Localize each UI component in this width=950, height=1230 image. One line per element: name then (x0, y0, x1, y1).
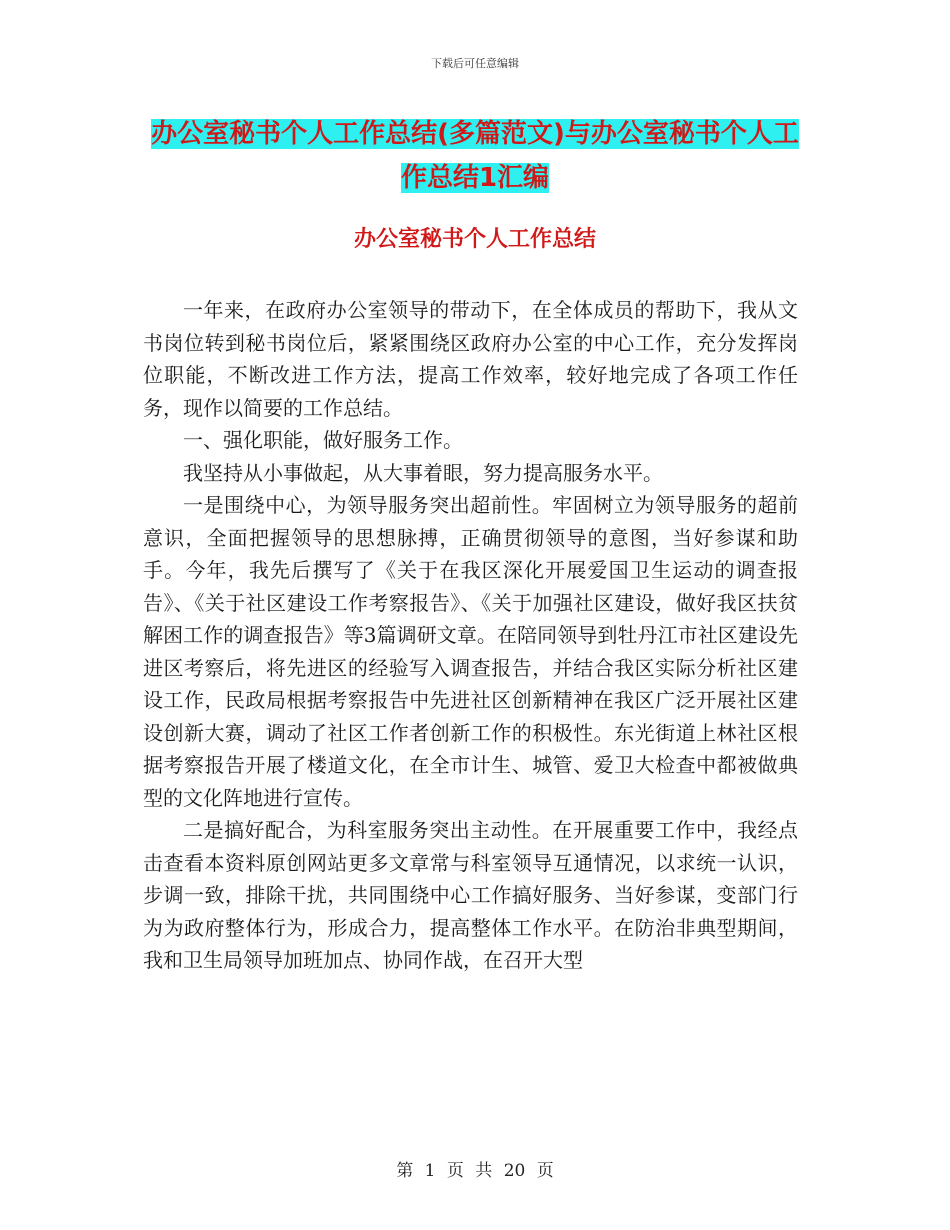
paragraph: 一是围绕中心，为领导服务突出超前性。牢固树立为领导服务的超前意识，全面把握领导的思想脉搏，正确贯彻领导的意图，当好参谋和助手。今年，我先后撰写了《关于在我区深化开展爱国卫生运动的调查报告》、《关于社区建设工作考察报告》、《关于加强社区建设，做好我区扶贫解困工作的调查报告》等3篇调研文章。在陪同领导到牡丹江市社区建设先进区考察后，将先进区的经验写入调查报告，并结合我区实际分析社区建设工作，民政局根据考察报告中先进社区创新精神在我区广泛开展社区建设创新大赛，调动了社区工作者创新工作的积极性。东光街道上林社区根据考察报告开展了楼道文化，在全市计生、城管、爱卫大检查中都被做典型的文化阵地进行宣传。 (143, 493, 798, 810)
document-body (143, 294, 798, 977)
document-title-text: 办公室秘书个人工作总结(多篇范文)与办公室秘书个人工作总结1汇编 (151, 119, 799, 193)
page-number-footer: 第 1 页 共 20 页 (396, 1161, 554, 1181)
section-title: 办公室秘书个人工作总结 (353, 227, 596, 252)
paragraph: 二是搞好配合，为科室服务突出主动性。在开展重要工作中，我经点击查看本资料原创网站更多文章常与科室领导互通情况，以求统一认识，步调一致，排除干扰，共同围绕中心工作搞好服务、当好参谋，变部门行为为政府整体行为，形成合力，提高整体工作水平。在防治非典型期间，我和卫生局领导加班加点、协同作战，在召开大型 (143, 818, 798, 972)
paragraph: 一年来，在政府办公室领导的带动下，在全体成员的帮助下，我从文书岗位转到秘书岗位后，紧紧围绕区政府办公室的中心工作，充分发挥岗位职能，不断改进工作方法，提高工作效率，较好地完成了各项工作任务，现作以简要的工作总结。 (143, 298, 798, 420)
paragraph-heading: 一、强化职能，做好服务工作。 (183, 428, 463, 452)
paragraph: 我坚持从小事做起，从大事着眼，努力提高服务水平。 (183, 460, 663, 485)
page-header-note: 下载后可任意编辑 (431, 57, 519, 70)
document-title (150, 112, 800, 200)
